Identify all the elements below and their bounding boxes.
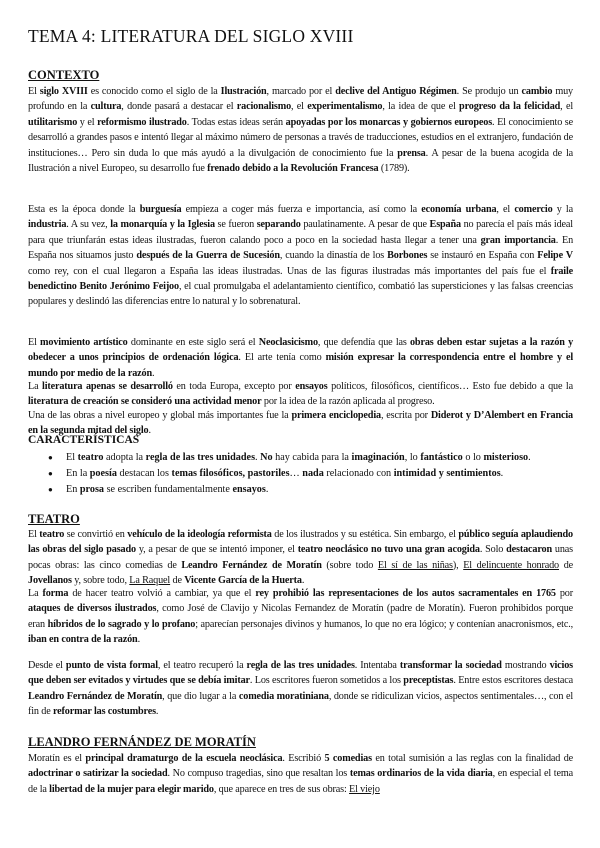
text-run: , lo (404, 452, 421, 463)
bold-text: punto de vista formal (65, 660, 158, 671)
text-run: de los ilustrados y su estética. Sin embargo, el (271, 529, 459, 540)
text-run: , que dio lugar a la (162, 690, 239, 702)
bold-text: destacaron (506, 544, 552, 556)
bold-text: obras deben estar sujetas a la razón y obedecer a unos principios de ordenación lógica (28, 337, 574, 364)
bold-text: fraile benedictino Benito Jerónimo Feijoo (28, 265, 573, 293)
text-run: y, a pesar de que se intentó imponer, el (135, 544, 298, 556)
bold-text: cultura (90, 101, 122, 113)
bold-text: Borbones (387, 250, 428, 262)
text-run: El (28, 529, 40, 540)
bold-text: adoctrinar o satirizar la sociedad (28, 768, 168, 780)
text-run: paulatinamente. A pesar de que (300, 219, 430, 231)
text-run: , en especial el tema de la (28, 768, 573, 795)
text-run: , el (291, 101, 308, 113)
text-run: relacionado con (323, 468, 394, 479)
bold-text: Felipe V (537, 250, 573, 262)
bold-text: siglo XVIII (39, 86, 88, 97)
text-run: , escrita por (380, 410, 431, 421)
bold-text: misterioso (483, 452, 529, 463)
paragraph-contexto-2 (28, 202, 573, 310)
text-run: . No compuso tragedias, sino que resaltan los (167, 768, 350, 780)
text-run: . A pesar de la buena acogida de la Ilustración a nivel Europeo, su desarrollo fue (28, 147, 573, 175)
text-run: , como José de Clavijo y Nicolas Fernandez de Moratín (padre de Moratín). Fueron prohibidos porque eran (28, 603, 574, 630)
text-run: y la (552, 204, 573, 215)
text-run: destacan los (116, 468, 172, 479)
bold-text: reformismo ilustrado (97, 116, 187, 128)
bold-text: poesía (89, 468, 117, 479)
bold-text: No (260, 452, 273, 463)
page-title: TEMA 4: LITERATURA DEL SIGLO XVIII (28, 26, 354, 46)
text-run: . Todas estas ideas serán (186, 116, 286, 128)
text-run: . (151, 367, 155, 379)
bold-text: Vicente García de la Huerta (184, 575, 302, 587)
bold-text: la monarquía y la Iglesia (110, 219, 215, 231)
bold-text: nada (302, 468, 324, 479)
bold-text: vicios que deben ser evitados y virtudes que se debía imitar (28, 660, 573, 687)
bold-text: teatro neoclásico no tuvo una gran acogida (297, 544, 480, 556)
text-run: En (66, 484, 80, 495)
bold-text: Ilustración (220, 86, 267, 97)
text-run: . (148, 425, 151, 437)
text-run: , donde pasará a destacar el (121, 101, 237, 113)
bold-text: literatura apenas se desarrolló (42, 381, 173, 392)
bold-text: Jovellanos (28, 575, 72, 587)
bold-text: Neoclasicismo (258, 337, 318, 348)
text-run: Moratín es el (28, 753, 86, 764)
bold-text: cambio (521, 86, 553, 97)
bold-text: preceptistas (403, 675, 454, 687)
bold-text: progreso da la felicidad (459, 101, 561, 113)
bold-text: España (429, 219, 461, 231)
text-run: por la idea de la razón aplicada al progreso. (261, 396, 435, 408)
text-run: . A su vez, (66, 219, 111, 231)
bold-text: vehículo de la ideología reformista (127, 529, 272, 540)
text-run: muy profundo en la (28, 86, 573, 113)
text-run: y, sobre todo, (71, 575, 130, 587)
bold-text: intimidad y sentimientos (393, 468, 501, 479)
bold-text: temas ordinarios de la vida diaria (349, 768, 493, 780)
text-run: , el teatro recuperó la (157, 660, 247, 671)
text-run: empieza a coger más fuerza e importancia, así como la (181, 204, 422, 215)
bold-text: libertad de la mujer para elegir marido (49, 783, 214, 795)
paragraph-contexto-4 (28, 379, 573, 410)
text-run: . Los escritores fueron sometidos a los (249, 675, 404, 687)
paragraph-moratin-1 (28, 751, 573, 797)
text-run: . Intentaba (354, 660, 400, 671)
text-run: de (170, 575, 185, 587)
text-run: . (528, 452, 531, 463)
bold-text: apoyadas por los monarcas y gobiernos europeos (285, 116, 493, 128)
text-run: , la idea de que el (382, 101, 460, 113)
bold-text: Diderot y D’Alembert en Francia en la segunda mitad del siglo (28, 410, 573, 437)
text-run: o lo (462, 452, 484, 463)
work-title: El delincuente honrado (463, 559, 560, 571)
bold-text: experimentalismo (307, 101, 383, 113)
bold-text: iban en contra de la razón (28, 634, 138, 646)
bold-text: teatro (77, 452, 104, 463)
text-run: . (137, 634, 140, 646)
paragraph-teatro-2 (28, 586, 573, 648)
characteristics-list (48, 450, 568, 498)
text-run: En la (66, 468, 90, 479)
bold-text: industria (28, 219, 67, 231)
bold-text: movimiento artístico (40, 337, 128, 348)
section-heading-caracteristicas: CARACTERÍSTICAS (28, 434, 140, 446)
bold-text: rey prohibió las representaciones de los autos sacramentales en 1765 (255, 588, 556, 599)
text-run: adopta la (103, 452, 146, 463)
text-run: El (28, 337, 41, 348)
bold-text: híbridos de lo sagrado y lo profano (47, 618, 196, 630)
paragraph-contexto-3 (28, 335, 573, 381)
bold-text: prensa (397, 147, 426, 159)
bold-text: reformar las costumbres (52, 706, 156, 718)
bold-text: principal dramaturgo de la escuela neoclásica (85, 753, 283, 764)
text-run: ; aparecían personajes divinos y humanos, lo que no era lógico; y contenían anacronismos, etc., (195, 618, 573, 630)
bold-text: temas filosóficos, pastoriles (171, 468, 290, 479)
bold-text: regla de las tres unidades (145, 452, 256, 463)
text-run: … (289, 468, 303, 479)
bold-text: ensayos (295, 381, 328, 392)
text-run: . (155, 706, 159, 718)
text-run: . En España nos situamos justo (28, 234, 574, 262)
bold-text: teatro (39, 529, 65, 540)
bold-text: forma (42, 588, 69, 599)
text-run: políticos, filosóficos, científicos… Esto fue debido a que la (327, 381, 573, 392)
text-run: La (28, 588, 43, 599)
text-run: de (559, 559, 574, 571)
bold-text: comercio (514, 204, 553, 215)
bold-text: comedia moratiniana (238, 690, 329, 702)
bold-text: regla de las tres unidades (246, 660, 355, 671)
work-title: El sí de las niñas (377, 559, 453, 571)
list-item (48, 482, 568, 498)
section-heading-teatro: TEATRO (28, 512, 80, 526)
text-run: Esta es la época donde la (28, 204, 140, 215)
text-run: . (500, 468, 504, 479)
bold-text: público seguía aplaudiendo las obras del siglo pasado (28, 529, 573, 556)
bold-text: 5 comedias (324, 753, 372, 764)
text-run: Una de las obras a nivel europeo y global más importantes fue la (28, 410, 292, 421)
bold-text: utilitarismo (28, 116, 78, 128)
text-run: se fueron (214, 219, 257, 231)
text-run: El (28, 86, 40, 97)
bold-text: literatura de creación se consideró una actividad menor (28, 396, 262, 408)
bold-text: economía urbana (421, 204, 497, 215)
bold-text: imaginación (351, 452, 405, 463)
bold-text: Leandro Fernández de Moratín (28, 690, 163, 702)
text-run: es conocido como el siglo de la (87, 86, 221, 97)
text-run: de hacer teatro volvió a cambiar, ya que el (68, 588, 256, 599)
section-heading-moratin: LEANDRO FERNÁNDEZ DE MORATÍN (28, 735, 256, 749)
text-run: . (265, 484, 269, 495)
text-run: , que defendía que las (317, 337, 410, 348)
text-run: . Se produjo un (456, 86, 522, 97)
text-run: , donde se ridiculizan vicios, aspectos sentimentales…, con el fin de (28, 690, 573, 718)
paragraph-teatro-1 (28, 527, 573, 589)
text-run: como rey, con el cual llegaron a España las ideas ilustradas. Unas de las figuras ilustradas más importantes del país fue el (28, 265, 551, 277)
text-run: se escriben fundamentalmente (104, 484, 233, 495)
bold-text: fantástico (420, 452, 463, 463)
text-run: El (66, 452, 78, 463)
list-item (48, 466, 568, 482)
bold-text: misión expresar la correspondencia entre el hombre y el mundo por medio de la razón (28, 352, 573, 379)
text-run: se instauró en España con (427, 250, 538, 262)
text-run: unas pocas obras: las cinco comedias de (28, 544, 573, 571)
work-title: La Raquel (129, 575, 171, 587)
work-title: El viejo (349, 783, 380, 795)
bold-text: prosa (79, 484, 105, 495)
list-item (48, 450, 568, 466)
bold-text: ataques de diversos ilustrados (28, 603, 157, 615)
bold-text: burguesía (139, 204, 182, 215)
paragraph-contexto-1 (28, 84, 573, 176)
text-run: en total sumisión a las reglas con la finalidad de (371, 753, 574, 764)
text-run: , cuando la dinastía de los (279, 250, 388, 262)
text-run: , el (496, 204, 515, 215)
text-run: por (555, 588, 573, 599)
text-run: , marcado por el (266, 86, 336, 97)
bold-text: separando (256, 219, 301, 231)
bold-text: gran importancia (480, 234, 556, 246)
bold-text: declive del Antiguo Régimen (335, 86, 457, 97)
text-run: (sobre todo (321, 559, 378, 571)
paragraph-teatro-3 (28, 658, 573, 720)
text-run: . Entre estos escritores destaca (453, 675, 573, 687)
text-run: . (301, 575, 305, 587)
text-run: mostrando (501, 660, 550, 671)
text-run: . El conocimiento se desarrolló a grandes pasos e intentó llegar al máximo número de personas a través de traducciones, estudios en el extranjero, fundación de instituciones… Pero sin duda lo que más ayudó a la divulgación de conocimiento fue la (28, 116, 573, 159)
bold-text: primera enciclopedia (291, 410, 381, 421)
text-run: dominante en este siglo será el (127, 337, 259, 348)
bold-text: ensayos (232, 484, 266, 495)
text-run: . Solo (479, 544, 507, 556)
section-heading-contexto: CONTEXTO (28, 68, 100, 82)
bold-text: después de la Guerra de Sucesión (136, 250, 280, 262)
bold-text: frenado debido a la Revolución Francesa (207, 163, 379, 175)
text-run: . (255, 452, 261, 463)
text-run: , el (560, 101, 573, 113)
text-run: no parecía el país más ideal para que triunfarán estas ideas ilustradas, fueron calando poco a poco en la sociedad hasta llegar a tener una (28, 219, 573, 246)
text-run: Desde el (28, 660, 66, 671)
text-run: La (28, 381, 43, 392)
text-run: y el (77, 116, 98, 128)
text-run: en toda Europa, excepto por (172, 381, 296, 392)
text-run: hay cabida para la (272, 452, 352, 463)
text-run: . El arte tenía como (238, 352, 326, 364)
text-run: , el cual promulgaba el adelantamiento científico, combatió las supersticiones y las falsas creencias populares y deslindó las diferencias entre lo natural y lo sobrenatural. (28, 281, 573, 308)
text-run: se convirtió en (64, 529, 128, 540)
bold-text: Leandro Fernández de Moratín (181, 559, 322, 571)
text-run: . Escribió (282, 753, 325, 764)
bold-text: racionalismo (236, 101, 292, 113)
bold-text: transformar la sociedad (399, 660, 502, 671)
text-run: , que aparece en tres de sus obras: (213, 783, 350, 795)
text-run: ), (452, 559, 464, 571)
text-run: (1789). (378, 163, 410, 175)
